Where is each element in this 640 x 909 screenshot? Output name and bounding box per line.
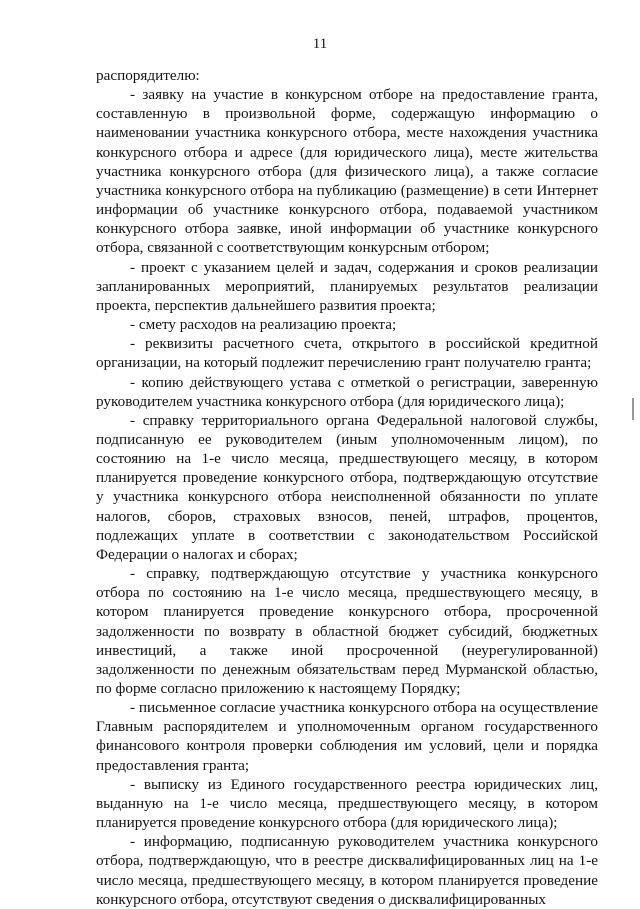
paragraph: - выписку из Единого государственного реестра юридических лиц, выданную на 1-е число месяца, предшествующего месяцу, в котором планируется проведение конкурсного отбора (для юридического лица); [96,775,598,832]
paragraph: - информацию, подписанную руководителем участника конкурсного отбора, подтверждающую, что в реестре дисквалифицированных лиц на 1-е число месяца, предшествующего месяцу, в котором планируется проведение конкурсного отбора, отсутствуют сведения о дисквалифицированных [96,833,598,908]
paragraph: - письменное согласие участника конкурсного отбора на осуществление Главным распорядителем и уполномоченным органом государственного финансового контроля проверки соблюдения им условий, цели и порядка предоставления гранта; [96,699,598,774]
paragraph: - копию действующего устава с отметкой о регистрации, заверенную руководителем участника конкурсного отбора (для юридического лица); [96,373,598,410]
scan-edge-mark [632,398,634,420]
page-number: 11 [312,36,328,52]
document-body [96,66,598,909]
paragraph: распорядителю: [96,67,200,84]
paragraph: - проект с указанием целей и задач, содержания и сроков реализации запланированных мероприятий, планируемых результатов реализации проекта, перспектив дальнейшего развития проекта; [96,258,598,314]
paragraph: - реквизиты расчетного счета, открытого в российской кредитной организации, на который подлежит перечислению грант получателю гранта; [96,335,598,372]
paragraph: - заявку на участие в конкурсном отборе на предоставление гранта, составленную в произвольной форме, содержащую информацию о наименовании участника конкурсного отбора, месте нахождения участника конкурсного отбора и адресе (для юридического лица), месте жительства участника конкурсного отбора (для физического лица), а также согласие участника конкурсного отбора на публикацию (размещение) в сети Интернет информации об участнике конкурсного отбора, подаваемой участником конкурсного отбора заявке, иной информации об участнике конкурсного отбора, связанной с соответствующим конкурсным отбором; [96,86,598,257]
paragraph: - справку, подтверждающую отсутствие у участника конкурсного отбора по состоянию на 1-е число месяца, предшествующего месяцу, в котором планируется проведение конкурсного отбора, просроченной задолженности по возврату в областной бюджет субсидий, бюджетных инвестиций, а также иной просроченной (неурегулированной) задолженности по денежным обязательствам перед Мурманской областью, по форме согласно приложению к настоящему Порядку; [96,565,598,697]
paragraph: - справку территориального органа Федеральной налоговой службы, подписанную ее руководителем (иным уполномоченным лицом), по состоянию на 1-е число месяца, предшествующего месяцу, в котором планируется проведение конкурсного отбора, подтверждающую отсутствие у участника конкурсного отбора неисполненной обязанности по уплате налогов, сборов, страховых взносов, пеней, штрафов, процентов, подлежащих уплате в соответствии с законодательством Российской Федерации о налогах и сборах; [96,411,598,563]
paragraph: - смету расходов на реализацию проекта; [130,316,397,334]
